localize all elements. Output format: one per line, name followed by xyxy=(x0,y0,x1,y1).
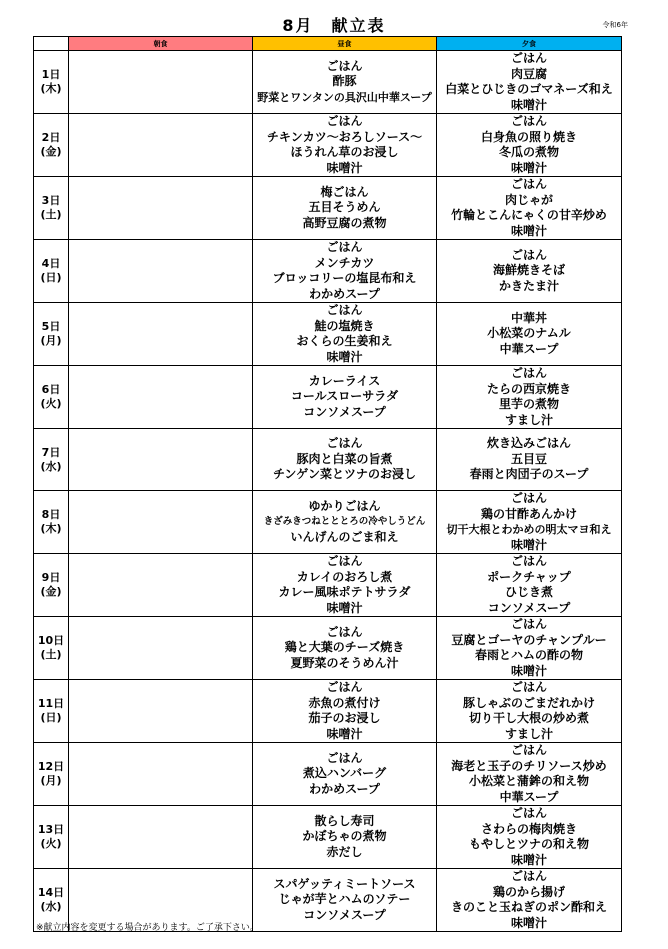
dish-item: おくらの生姜和え xyxy=(296,334,393,348)
day-number: 9日 xyxy=(41,571,61,584)
day-row xyxy=(34,554,622,617)
dish-item: ごはん xyxy=(510,869,547,883)
weekday: (日) xyxy=(40,271,62,284)
lunch-cell xyxy=(253,366,437,429)
dish-item: 冬瓜の煮物 xyxy=(498,145,559,159)
dish-item: 春雨とハムの酢の物 xyxy=(474,648,583,662)
dish-item: ごはん xyxy=(510,806,547,820)
dinner-cell xyxy=(437,429,622,491)
dish-item: わかめスープ xyxy=(309,781,380,796)
dish-item: ごはん xyxy=(510,743,547,757)
dish-item: ごはん xyxy=(326,58,363,73)
weekday: (月) xyxy=(40,774,62,787)
lunch-column-header: 昼食 xyxy=(253,37,437,51)
dish-item: すまし汁 xyxy=(504,412,553,427)
dinner-cell xyxy=(437,680,622,743)
dish-item: ごはん xyxy=(326,240,363,254)
dish-item: 豚しゃぶのごまだれかけ xyxy=(462,695,595,710)
dish-item: チキンカツ～おろしソース～ xyxy=(266,129,423,144)
breakfast-cell xyxy=(69,429,253,491)
dinner-cell xyxy=(437,240,622,303)
date-cell xyxy=(34,366,69,429)
breakfast-cell xyxy=(69,491,253,554)
day-row xyxy=(34,617,622,680)
date-column-header xyxy=(34,37,69,51)
dish-item: ひじき煮 xyxy=(504,585,553,599)
weekday: (水) xyxy=(40,900,62,913)
dish-item: カレー風味ポテトサラダ xyxy=(278,585,411,599)
dish-item: 酢豚 xyxy=(332,74,357,89)
dish-item: ゆかりごはん xyxy=(308,498,381,513)
dish-item: ごはん xyxy=(510,177,547,191)
breakfast-cell xyxy=(69,743,253,806)
dish-item: 味噌汁 xyxy=(510,537,547,552)
dish-item: ほうれん草のお浸し xyxy=(290,145,399,159)
day-row xyxy=(34,491,622,554)
dish-item: すまし汁 xyxy=(504,726,553,741)
dish-item: わかめスープ xyxy=(309,286,380,301)
dish-item: 小松菜と蒲鉾の和え物 xyxy=(468,774,589,788)
dish-item: メンチカツ xyxy=(314,255,375,270)
page-header xyxy=(0,0,668,36)
dish-item: 切干大根とわかめの明太マヨ和え xyxy=(446,523,612,536)
day-row xyxy=(34,303,622,366)
weekday: (土) xyxy=(40,648,62,661)
dinner-cell xyxy=(437,51,622,114)
breakfast-cell xyxy=(69,303,253,366)
dish-item: 散らし寿司 xyxy=(314,813,375,828)
dinner-cell xyxy=(437,554,622,617)
dish-item: 竹輪とこんにゃくの甘辛炒め xyxy=(451,208,607,222)
dish-item: 味噌汁 xyxy=(510,97,547,112)
dish-item: 白菜とひじきのゴマネーズ和え xyxy=(445,82,613,96)
era-label: 令和6年 xyxy=(602,21,628,29)
dish-item: ごはん xyxy=(326,680,363,694)
date-cell xyxy=(34,743,69,806)
breakfast-cell xyxy=(69,114,253,177)
lunch-cell xyxy=(253,554,437,617)
dish-item: ごはん xyxy=(326,303,363,317)
day-number: 10日 xyxy=(37,634,65,647)
date-cell xyxy=(34,303,69,366)
weekday: (金) xyxy=(40,585,62,598)
dish-item: 味噌汁 xyxy=(326,600,363,615)
dinner-cell xyxy=(437,806,622,869)
breakfast-cell xyxy=(69,366,253,429)
lunch-cell xyxy=(253,491,437,554)
dinner-cell xyxy=(437,366,622,429)
dinner-cell xyxy=(437,177,622,240)
dish-item: さわらの梅肉焼き xyxy=(480,821,577,836)
dish-item: 切り干し大根の炒め煮 xyxy=(468,711,589,725)
dinner-column-header: 夕食 xyxy=(437,37,622,51)
dish-item: ごはん xyxy=(510,366,547,380)
dish-item: カレーライス xyxy=(308,373,381,388)
day-row xyxy=(34,114,622,177)
lunch-cell xyxy=(253,429,437,491)
dish-item: 小松菜のナムル xyxy=(487,326,571,341)
dish-item: ごはん xyxy=(326,750,363,765)
dish-item: 味噌汁 xyxy=(510,915,547,930)
lunch-cell xyxy=(253,743,437,806)
dish-item: 味噌汁 xyxy=(326,160,363,175)
breakfast-cell xyxy=(69,240,253,303)
day-row xyxy=(34,51,622,114)
lunch-cell xyxy=(253,177,437,240)
weekday: (月) xyxy=(40,334,62,347)
lunch-cell xyxy=(253,240,437,303)
day-row xyxy=(34,177,622,240)
weekday: (金) xyxy=(40,145,62,158)
dish-item: 中華丼 xyxy=(510,310,547,325)
lunch-cell xyxy=(253,51,437,114)
dish-item: 豚肉と白菜の旨煮 xyxy=(296,451,393,466)
breakfast-cell xyxy=(69,177,253,240)
day-number: 6日 xyxy=(41,383,61,396)
dish-item: ポークチャップ xyxy=(487,569,571,584)
day-row xyxy=(34,806,622,869)
dish-item: 里芋の煮物 xyxy=(498,397,559,411)
dish-item: 味噌汁 xyxy=(326,726,363,741)
dish-item: 味噌汁 xyxy=(510,852,547,867)
dish-item: ごはん xyxy=(510,554,547,568)
breakfast-column-header: 朝食 xyxy=(69,37,253,51)
dish-item: ごはん xyxy=(326,114,363,128)
lunch-cell xyxy=(253,114,437,177)
day-row xyxy=(34,429,622,491)
date-cell xyxy=(34,806,69,869)
dish-item: いんげんのごま和え xyxy=(290,529,399,544)
dish-item: 白身魚の照り焼き xyxy=(480,129,577,144)
date-cell xyxy=(34,554,69,617)
dinner-cell xyxy=(437,491,622,554)
dinner-cell xyxy=(437,743,622,806)
date-cell xyxy=(34,491,69,554)
dish-item: 高野豆腐の煮物 xyxy=(302,215,387,230)
dish-item: 海老と玉子のチリソース炒め xyxy=(451,758,607,773)
dish-item: ごはん xyxy=(326,624,363,639)
dish-item: ごはん xyxy=(510,247,547,262)
day-number: 2日 xyxy=(41,131,61,144)
dish-item: ごはん xyxy=(510,617,547,631)
dish-item: 炊き込みごはん xyxy=(486,436,571,451)
dish-item: もやしとツナの和え物 xyxy=(468,837,589,851)
weekday: (日) xyxy=(40,711,62,724)
date-cell xyxy=(34,240,69,303)
breakfast-cell xyxy=(69,554,253,617)
day-number: 5日 xyxy=(41,320,61,333)
dish-item: チンゲン菜とツナのお浸し xyxy=(273,467,416,482)
day-number: 4日 xyxy=(41,257,61,270)
dish-item: たらの西京焼き xyxy=(486,381,571,396)
dish-item: 野菜とワンタンの具沢山中華スープ xyxy=(257,90,432,104)
dish-item: ブロッコリーの塩昆布和え xyxy=(272,271,417,285)
dish-item: ごはん xyxy=(326,436,363,451)
day-number: 8日 xyxy=(41,508,61,521)
dish-item: 赤魚の煮付け xyxy=(308,695,381,710)
dish-item: 鮭の塩焼き xyxy=(314,318,375,333)
day-row xyxy=(34,743,622,806)
dinner-cell xyxy=(437,869,622,932)
date-cell xyxy=(34,114,69,177)
dish-item: 中華スープ xyxy=(499,341,559,356)
dish-item: ごはん xyxy=(510,114,547,128)
weekday: (火) xyxy=(40,397,62,410)
dinner-cell xyxy=(437,617,622,680)
breakfast-cell xyxy=(69,806,253,869)
dish-item: きのこと玉ねぎのポン酢和え xyxy=(450,900,607,914)
menu-body xyxy=(34,51,622,932)
weekday: (水) xyxy=(40,459,62,473)
dish-item: ごはん xyxy=(510,680,547,694)
dish-item: 梅ごはん xyxy=(320,184,369,199)
dish-item: ごはん xyxy=(510,491,547,505)
dish-item: コンソメスープ xyxy=(487,600,571,615)
dish-item: 夏野菜のそうめん汁 xyxy=(290,655,399,670)
dish-item: カレイのおろし煮 xyxy=(296,569,393,584)
dish-item: 五目そうめん xyxy=(308,200,381,215)
dish-item: 肉じゃが xyxy=(504,192,553,207)
lunch-cell xyxy=(253,303,437,366)
breakfast-cell xyxy=(69,51,253,114)
day-number: 14日 xyxy=(37,886,65,899)
dish-item: 煮込ハンバーグ xyxy=(302,766,387,781)
date-cell xyxy=(34,680,69,743)
dinner-cell xyxy=(437,303,622,366)
dish-item: 鶏と大葉のチーズ焼き xyxy=(284,640,405,655)
day-row xyxy=(34,366,622,429)
day-number: 12日 xyxy=(37,760,65,773)
dish-item: じゃが芋とハムのソテー xyxy=(278,892,411,907)
dinner-cell xyxy=(437,114,622,177)
dish-item: 春雨と肉団子のスープ xyxy=(469,467,589,482)
dish-item: 五目豆 xyxy=(510,451,547,466)
weekday: (木) xyxy=(40,522,62,535)
day-row xyxy=(34,240,622,303)
date-cell xyxy=(34,51,69,114)
weekday: (木) xyxy=(40,82,62,95)
dish-item: 鶏のから揚げ xyxy=(492,884,565,899)
date-cell xyxy=(34,177,69,240)
dish-item: ごはん xyxy=(510,51,547,65)
weekday: (火) xyxy=(40,837,62,850)
dish-item: かきたま汁 xyxy=(498,278,559,293)
breakfast-cell xyxy=(69,680,253,743)
date-cell xyxy=(34,429,69,491)
dish-item: 赤だし xyxy=(326,844,363,859)
page-title: 8月 献立表 xyxy=(282,16,386,35)
dish-item: 味噌汁 xyxy=(510,160,547,175)
dish-item: 味噌汁 xyxy=(326,349,363,364)
dish-item: 肉豆腐 xyxy=(510,66,547,81)
lunch-cell xyxy=(253,680,437,743)
footnote: ※献立内容を変更する場合があります。ご了承下さい。 xyxy=(36,923,259,933)
dish-item: かぼちゃの煮物 xyxy=(302,829,387,844)
lunch-cell xyxy=(253,869,437,932)
dish-item: コールスローサラダ xyxy=(290,389,399,404)
dish-item: きざみきつねとととろの冷やしうどん xyxy=(263,516,426,528)
dish-item: 海鮮焼きそば xyxy=(492,263,565,278)
dish-item: 味噌汁 xyxy=(510,663,547,678)
date-cell xyxy=(34,617,69,680)
dish-item: 味噌汁 xyxy=(510,223,547,238)
dish-item: 豆腐とゴーヤのチャンプルー xyxy=(451,632,607,647)
day-row xyxy=(34,680,622,743)
dish-item: コンソメスープ xyxy=(303,404,386,419)
dish-item: ごはん xyxy=(326,554,363,568)
menu-table xyxy=(33,36,622,932)
dish-item: コンソメスープ xyxy=(303,907,386,922)
dish-item: 鶏の甘酢あんかけ xyxy=(480,506,577,521)
dish-item: スパゲッティミートソース xyxy=(273,876,416,891)
lunch-cell xyxy=(253,806,437,869)
day-number: 7日 xyxy=(41,445,61,459)
lunch-cell xyxy=(253,617,437,680)
dish-item: 中華スープ xyxy=(499,789,559,804)
dish-item: 茄子のお浸し xyxy=(308,711,381,725)
weekday: (土) xyxy=(40,208,62,221)
breakfast-cell xyxy=(69,617,253,680)
day-number: 3日 xyxy=(41,194,61,207)
day-number: 1日 xyxy=(41,68,61,81)
header-row xyxy=(34,37,622,51)
day-number: 13日 xyxy=(37,823,65,836)
day-number: 11日 xyxy=(37,697,65,710)
